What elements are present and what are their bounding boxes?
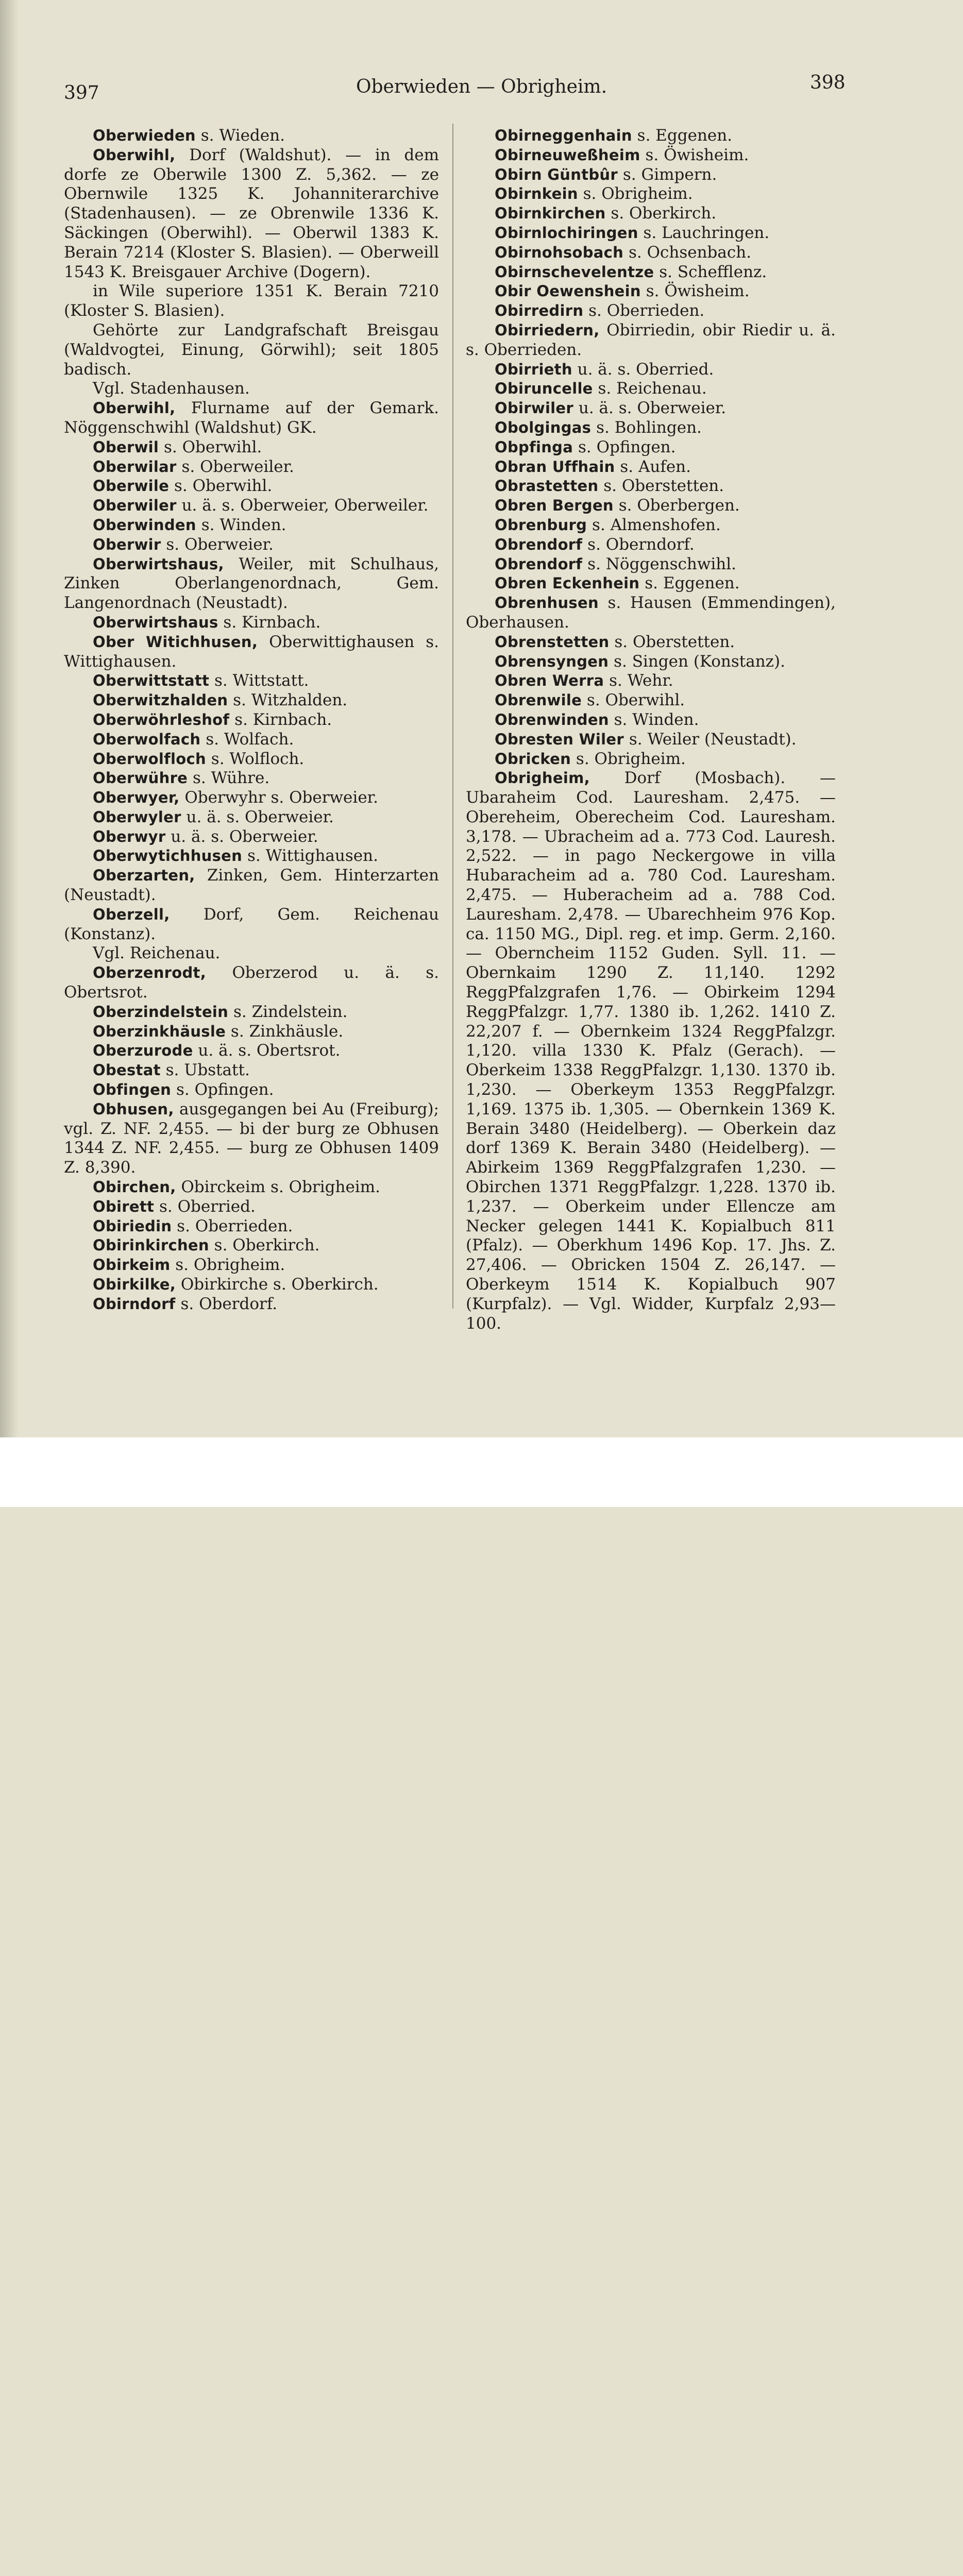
entry-headword: Oberwinden	[93, 516, 196, 534]
dictionary-entry	[64, 321, 439, 379]
entry-text: Vgl. Stadenhausen.	[93, 379, 250, 398]
entry-text: s. Oberkirch.	[605, 204, 717, 223]
entry-text: s. Wühre.	[188, 769, 270, 788]
dictionary-entry	[64, 788, 439, 808]
entry-headword: Oberwirtshaus	[93, 613, 218, 631]
entry-text: s. Oberweier.	[161, 535, 274, 554]
entry-text: Dorf (Waldshut). — in dem dorfe ze Oberwile 1300 Z. 5,362. — ze Obernwile 1325 K. Johanniterarchive (Stadenhausen). — ze Obrenwile 1336 K. Säckingen (Oberwihl). — Oberwil 1383 K. Berain 7214 (Kloster S. Blasien). — Oberweill 1543 K. Breisgauer Archive (Dogern).	[64, 145, 439, 281]
entry-text: s. Oberweiler.	[176, 457, 294, 476]
dictionary-entry	[64, 1236, 439, 1256]
dictionary-entry	[64, 963, 439, 1003]
entry-headword: Obrastetten	[495, 477, 599, 495]
entry-text: s. Oberwihl.	[582, 691, 685, 710]
dictionary-entry	[64, 613, 439, 633]
entry-headword: Obrensyngen	[495, 652, 609, 670]
entry-headword: Oberwirtshaus,	[93, 555, 224, 573]
entry-headword: Obirkeim	[93, 1256, 171, 1274]
entry-headword: Obestat	[93, 1061, 161, 1079]
dictionary-entry	[466, 321, 836, 360]
entry-headword: Obren Bergen	[495, 497, 614, 515]
entry-headword: Oberwiler	[93, 497, 177, 515]
book-spine-shadow	[0, 0, 19, 1437]
entry-headword: Oberwolfach	[93, 730, 201, 748]
dictionary-entry	[64, 146, 439, 282]
dictionary-entry	[466, 594, 836, 633]
dictionary-entry	[466, 671, 836, 691]
dictionary-entry	[466, 710, 836, 730]
dictionary-entry	[64, 535, 439, 555]
entry-headword: Oberwöhrleshof	[93, 710, 230, 728]
dictionary-entry	[64, 379, 439, 399]
entry-headword: Obirriedern,	[495, 321, 600, 339]
entry-headword: Oberwil	[93, 438, 159, 456]
entry-headword: Obirneggenhain	[495, 127, 632, 144]
entry-text: s. Zindelstein.	[228, 1002, 348, 1021]
dictionary-entry	[64, 750, 439, 769]
left-page-number: 397	[64, 82, 99, 104]
entry-text: s. Bohlingen.	[591, 418, 702, 437]
entry-headword: Obrendorf	[495, 555, 583, 573]
dictionary-entry	[64, 1256, 439, 1275]
entry-headword: Obrenhusen	[495, 594, 599, 612]
entry-text: Dorf, Gem. Reichenau (Konstanz).	[64, 905, 439, 943]
entry-text: u. ä. s. Obertsrot.	[193, 1041, 341, 1060]
dictionary-entry	[466, 282, 836, 301]
entry-headword: Oberwolfloch	[93, 750, 206, 768]
entry-headword: Obirnkein	[495, 185, 578, 203]
entry-text: s. Zinkhäusle.	[226, 1022, 344, 1041]
dictionary-entry	[64, 399, 439, 438]
entry-headword: Oberwittstatt	[93, 672, 210, 690]
entry-text: Dorf (Mosbach). — Ubaraheim Cod. Lauresham. 2,475. — Obereheim, Oberecheim Cod. Lauresham. 3,178. — Ubracheim ad a. 773 Cod. Lauresh. 2,522. — in pago Neckergowe in villa Hubaracheim ad a. 780 Cod. Lauresham. 2,475. — Huberacheim ad a. 788 Cod. Lauresham. 2,478. — Ubarechheim 976 Kop. ca. 1150 MG., Dipl. reg. et imp. Germ. 2,160. — Oberncheim 1152 Guden. Syll. 11. — Obernkaim 1290 Z. 11,140. 1292 ReggPfalzgrafen 1,76. — Obirkeim 1294 ReggPfalzgr. 1,77. 1380 ib. 1,262. 1410 Z. 22,207 f. — Obernkeim 1324 ReggPfalzgr. 1,120. villa 1330 K. Pfalz (Gerach). — Oberkeim 1338 ReggPfalzgr. 1,130. 1370 ib. 1,230. — Oberkeym 1353 ReggPfalzgr. 1,169. 1375 ib. 1,305. — Obernkein 1369 K. Berain 3480 (Heidelberg). — Oberkein daz dorf 1369 K. Berain 3480 (Heidelberg). — Abirkeim 1369 ReggPfalzgrafen 1,230. — Obirchen 1371 ReggPfalzgr. 1,228. 1370 ib. 1,237. — Oberkeim under Ellencze am Necker gelegen 1441 K. Kopialbuch 811 (Pfalz). — Oberkhum 1496 Kop. 17. Jhs. Z. 27,406. — Obricken 1504 Z. 26,147. — Oberkeym 1514 K. Kopialbuch 907 (Kurpfalz). — Vgl. Widder, Kurpfalz 2,93—100.	[466, 769, 836, 1333]
entry-text: s. Obrigheim.	[571, 749, 686, 768]
entry-headword: Obirwiler	[495, 399, 573, 417]
entry-text: s. Oberrieden.	[583, 301, 705, 320]
entry-headword: Obirkilke,	[93, 1276, 176, 1294]
dictionary-entry	[64, 516, 439, 535]
dictionary-entry	[64, 633, 439, 672]
entry-headword: Obirndorf	[93, 1295, 176, 1313]
entry-headword: Obran Uffhain	[495, 457, 615, 476]
entry-headword: Oberzarten,	[93, 867, 195, 885]
entry-text: s. Witzhalden.	[228, 691, 348, 710]
dictionary-entry	[466, 165, 836, 185]
entry-text: s. Opfingen.	[171, 1080, 274, 1099]
entry-text: Oberwyhr s. Oberweier.	[179, 788, 378, 807]
dictionary-entry	[64, 846, 439, 866]
dictionary-entry	[466, 516, 836, 535]
dictionary-entry	[64, 671, 439, 691]
entry-text: s. Kirnbach.	[218, 613, 321, 632]
dictionary-entry	[64, 905, 439, 944]
entry-headword: Oberwieden	[93, 127, 196, 144]
dictionary-entry	[466, 243, 836, 263]
entry-text: s. Obrigheim.	[170, 1256, 285, 1275]
dictionary-entry	[64, 1041, 439, 1061]
dictionary-entry	[64, 710, 439, 730]
entry-text: s. Winden.	[609, 710, 699, 729]
dictionary-entry	[466, 438, 836, 457]
entry-text: s. Eggenen.	[639, 574, 740, 593]
entry-text: s. Oberkirch.	[209, 1236, 320, 1255]
dictionary-entry	[64, 282, 439, 321]
entry-text: s. Winden.	[196, 515, 286, 534]
entry-text: Obirriedin, obir Riedir u. ä. s. Oberrieden.	[466, 320, 836, 359]
entry-text: s. Oberstetten.	[598, 477, 724, 496]
dictionary-entry	[64, 1178, 439, 1197]
entry-headword: Obiruncelle	[495, 380, 593, 398]
entry-text: u. ä. s. Oberried.	[572, 360, 714, 379]
entry-text: s. Singen (Konstanz).	[609, 652, 785, 671]
entry-headword: Obrenwile	[495, 691, 582, 709]
entry-text: s. Oberndorf.	[582, 535, 695, 554]
entry-text: s. Wehr.	[604, 671, 673, 690]
entry-headword: Oberwühre	[93, 769, 188, 787]
entry-text: s. Öwisheim.	[640, 282, 750, 301]
entry-headword: Obpfinga	[495, 438, 573, 456]
entry-text: s. Oberrieden.	[172, 1216, 293, 1235]
entry-text: Zinken, Gem. Hinterzarten (Neustadt).	[64, 866, 439, 905]
entry-text: Flurname auf der Gemark. Nöggenschwihl (Waldshut) GK.	[64, 399, 439, 437]
entry-text: s. Opfingen.	[573, 437, 676, 456]
dictionary-entry	[466, 399, 836, 418]
entry-text: s. Oberdorf.	[175, 1294, 278, 1313]
dictionary-entry	[64, 496, 439, 516]
entry-text: Vgl. Reichenau.	[93, 944, 221, 963]
column-divider	[452, 124, 453, 1309]
left-column	[64, 126, 439, 1314]
entry-headword: Obrenburg	[495, 516, 587, 534]
right-column	[466, 126, 836, 1333]
entry-headword: Obhusen,	[93, 1100, 174, 1118]
dictionary-entry	[466, 574, 836, 594]
dictionary-entry	[466, 652, 836, 672]
entry-text: u. ä. s. Oberweier, Oberweiler.	[176, 496, 429, 515]
entry-headword: Ober Witichhusen,	[93, 633, 258, 651]
dictionary-entry	[466, 535, 836, 555]
dictionary-entry	[466, 301, 836, 321]
entry-headword: Obiriedin	[93, 1217, 172, 1235]
entry-text: s. Obrigheim.	[578, 184, 693, 204]
entry-text: Obirkirche s. Oberkirch.	[176, 1275, 379, 1294]
dictionary-entry	[64, 1295, 439, 1314]
entry-headword: Obirnkirchen	[495, 205, 606, 223]
entry-text: s. Ubstatt.	[160, 1061, 250, 1080]
dictionary-entry	[64, 438, 439, 457]
dictionary-entry	[466, 457, 836, 477]
entry-text: s. Wittighausen.	[242, 846, 378, 866]
running-head: Oberwieden — Obrigheim.	[356, 76, 607, 97]
entry-headword: Obirnlochiringen	[495, 224, 638, 242]
dictionary-entry	[64, 1022, 439, 1042]
dictionary-entry	[466, 730, 836, 750]
entry-text: s. Aufen.	[615, 457, 691, 476]
dictionary-entry	[64, 1003, 439, 1022]
entry-headword: Oberzenrodt,	[93, 964, 207, 982]
entry-headword: Oberwyler	[93, 808, 181, 826]
entry-text: Oberwittighausen s. Wittighausen.	[64, 632, 439, 671]
entry-headword: Oberwir	[93, 535, 161, 553]
entry-text: s. Nöggenschwihl.	[582, 554, 737, 573]
dictionary-entry	[64, 1217, 439, 1236]
dictionary-entry	[64, 457, 439, 477]
dictionary-entry	[466, 691, 836, 710]
entry-headword: Obirnohsobach	[495, 243, 624, 261]
entry-text: s. Weiler (Neustadt).	[623, 730, 797, 749]
dictionary-entry	[466, 555, 836, 574]
entry-headword: Obirn Güntbûr	[495, 165, 618, 183]
entry-headword: Obresten Wiler	[495, 730, 624, 748]
dictionary-entry	[64, 1100, 439, 1178]
dictionary-entry	[64, 477, 439, 496]
entry-text: s. Kirnbach.	[229, 710, 332, 729]
entry-headword: Obirredirn	[495, 302, 584, 320]
entry-text: Oberzerod u. ä. s. Obertsrot.	[64, 963, 439, 1002]
entry-headword: Oberwilar	[93, 457, 177, 476]
dictionary-entry	[466, 633, 836, 652]
entry-text: s. Wittstatt.	[209, 671, 309, 690]
entry-headword: Obricken	[495, 750, 571, 768]
dictionary-entry	[64, 866, 439, 905]
entry-text: s. Oberstetten.	[609, 632, 735, 651]
entry-headword: Oberwile	[93, 477, 170, 495]
entry-text: s. Eggenen.	[632, 126, 733, 145]
dictionary-entry	[466, 224, 836, 243]
entry-headword: Oberzinkhäusle	[93, 1022, 226, 1040]
entry-headword: Obren Werra	[495, 672, 604, 690]
entry-text: ausgegangen bei Au (Freiburg); vgl. Z. NF. 2,455. — bi der burg ze Obhusen 1344 Z. NF. 2,455. — burg ze Obhusen 1409 Z. 8,390.	[64, 1099, 439, 1177]
entry-headword: Obrenstetten	[495, 633, 610, 651]
dictionary-entry	[466, 263, 836, 282]
dictionary-entry	[64, 730, 439, 750]
dictionary-entry	[64, 1275, 439, 1295]
entry-text: s. Reichenau.	[593, 379, 707, 398]
entry-text: s. Oberbergen.	[613, 496, 740, 515]
entry-text: s. Wolfloch.	[206, 749, 305, 768]
entry-headword: Obrendorf	[495, 535, 583, 553]
entry-headword: Obren Eckenhein	[495, 574, 640, 592]
dictionary-entry	[64, 1197, 439, 1217]
dictionary-entry	[64, 1080, 439, 1100]
entry-text: s. Oberried.	[154, 1197, 256, 1216]
right-page-number: 398	[810, 72, 846, 93]
entry-text: Gehörte zur Landgrafschaft Breisgau (Waldvogtei, Einung, Görwihl); seit 1805 badisch.	[64, 320, 439, 379]
entry-text: s. Oberwihl.	[169, 477, 273, 496]
entry-text: s. Gimpern.	[617, 165, 717, 184]
entry-text: u. ä. s. Oberweier.	[181, 807, 334, 826]
entry-headword: Obrenwinden	[495, 710, 609, 728]
entry-headword: Obirett	[93, 1197, 155, 1215]
entry-text: s. Almenshofen.	[587, 515, 721, 534]
entry-text: u. ä. s. Oberweier.	[165, 827, 318, 846]
entry-headword: Obrigheim,	[495, 769, 590, 787]
dictionary-entry	[64, 1061, 439, 1080]
entry-headword: Obirrieth	[495, 360, 572, 378]
dictionary-entry	[64, 944, 439, 963]
dictionary-entry	[64, 827, 439, 847]
entry-headword: Obir Oewenshein	[495, 282, 641, 300]
entry-headword: Obfingen	[93, 1081, 172, 1099]
entry-headword: Oberzindelstein	[93, 1003, 229, 1021]
dictionary-entry	[466, 146, 836, 165]
entry-headword: Obirneuweßheim	[495, 146, 640, 164]
dictionary-entry	[466, 126, 836, 146]
entry-headword: Oberwyr	[93, 827, 166, 845]
entry-headword: Obirnschevelentze	[495, 263, 654, 281]
dictionary-entry	[466, 496, 836, 516]
entry-text: s. Hausen (Emmendingen), Oberhausen.	[466, 594, 836, 632]
entry-headword: Oberwyer,	[93, 789, 180, 807]
entry-text: Weiler, mit Schulhaus, Zinken Oberlangenordnach, Gem. Langenordnach (Neustadt).	[64, 554, 439, 613]
entry-headword: Oberwitzhalden	[93, 691, 228, 709]
dictionary-entry	[64, 691, 439, 710]
entry-headword: Oberzurode	[93, 1042, 193, 1060]
entry-headword: Oberzell,	[93, 905, 170, 923]
dictionary-entry	[466, 360, 836, 380]
dictionary-entry	[64, 808, 439, 827]
entry-headword: Oberwihl,	[93, 399, 176, 417]
entry-headword: Oberwihl,	[93, 146, 176, 164]
entry-text: s. Öwisheim.	[640, 145, 749, 164]
entry-text: s. Lauchringen.	[638, 223, 770, 242]
dictionary-entry	[466, 477, 836, 496]
entry-text: s. Wieden.	[195, 126, 285, 145]
entry-headword: Obolgingas	[495, 418, 592, 436]
entry-text: s. Schefflenz.	[654, 262, 767, 281]
entry-text: s. Oberwihl.	[159, 437, 262, 456]
entry-text: in Wile superiore 1351 K. Berain 7210 (Kloster S. Blasien).	[64, 282, 439, 320]
dictionary-entry	[466, 204, 836, 224]
dictionary-entry	[466, 769, 836, 1333]
dictionary-entry	[64, 126, 439, 146]
dictionary-entry	[466, 750, 836, 769]
entry-headword: Obirinkirchen	[93, 1236, 209, 1255]
dictionary-entry	[466, 379, 836, 399]
footer-bar	[0, 1437, 963, 1507]
entry-text: u. ä. s. Oberweier.	[573, 399, 727, 418]
entry-text: s. Ochsenbach.	[623, 243, 752, 262]
entry-text: Obirckeim s. Obrigheim.	[176, 1178, 380, 1197]
dictionary-entry	[64, 555, 439, 613]
entry-headword: Obirchen,	[93, 1178, 176, 1196]
dictionary-entry	[64, 769, 439, 788]
entry-text: s. Wolfach.	[200, 730, 294, 749]
entry-headword: Oberwytichhusen	[93, 847, 243, 865]
dictionary-entry	[466, 418, 836, 438]
dictionary-entry	[466, 184, 836, 204]
